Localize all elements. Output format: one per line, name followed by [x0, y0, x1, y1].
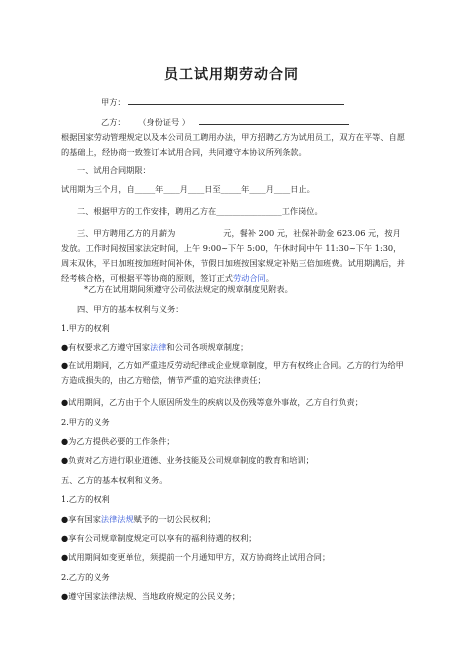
- party-b-line: [101, 116, 349, 128]
- section-5-bullet-2: ●享有公司规章制度规定可以享有的福利待遇的权利；: [61, 533, 257, 543]
- section-4-heading: 四、甲方的基本权利与义务：: [77, 304, 184, 314]
- section-5-heading: 五、乙方的基本权利和义务。: [61, 475, 168, 485]
- section-4-1-heading: 1.甲方的权利: [61, 323, 110, 333]
- section-2-text: 二、根据甲方的工作安排，聘用乙方在________________工作岗位。: [77, 206, 323, 216]
- law-link[interactable]: 法律: [150, 342, 167, 352]
- section-4-2-heading: 2.甲方的义务: [61, 417, 110, 427]
- document-title: 员工试用期劳动合同: [164, 67, 299, 83]
- party-a-blank: [128, 96, 344, 105]
- labor-contract-link[interactable]: 劳动合同: [232, 273, 266, 283]
- section-4-bullet-5: ●负责对乙方进行职业道德、业务技能及公司规章制度的教育和培训；: [61, 455, 314, 465]
- section-3-note: *乙方在试用期间须遵守公司依法规定的规章制度见附表。: [84, 284, 293, 294]
- party-b-blank: [199, 116, 349, 125]
- party-b-id: （身份证号 ）: [138, 117, 190, 127]
- intro-paragraph: [61, 130, 405, 160]
- section-4-bullet-4: ●为乙方提供必要的工作条件；: [61, 436, 175, 446]
- section-3-text-a: 三、甲方聘用乙方的月薪为: [77, 228, 176, 238]
- party-a-line: [101, 96, 344, 108]
- section-4-bullet-2: ●在试用期间，乙方如严重违反劳动纪律或企业规章制度，甲方有权终止合同。乙方的行为给甲方造成损失的，由乙方赔偿，情节严重的追究法律责任；: [61, 360, 404, 385]
- section-3-paragraph: [61, 226, 405, 286]
- party-b-label: 乙方：: [101, 117, 126, 127]
- section-4-bullet-1: ●有权要求乙方遵守国家法律和公司各项规章制度；: [61, 342, 249, 352]
- laws-regulations-link[interactable]: 法律法规: [100, 514, 134, 524]
- section-5-bullet-3: ●试用期间如变更单位，须提前一个月通知甲方，双方协商终止试用合同；: [61, 552, 331, 562]
- section-3-end: 。: [265, 273, 274, 283]
- section-1-heading: 一、试用合同期限：: [77, 165, 151, 175]
- intro-text: 根据国家劳动管理规定以及本公司员工聘用办法，甲方招聘乙方为试用员工，双方在平等、自愿的基础上，经协商一致签订本试用合同，共同遵守本协议所列条款。: [61, 132, 405, 157]
- section-5-bullet-4: ●遵守国家法律法规、当地政府规定的公民义务；: [61, 591, 241, 601]
- section-1-text: 试用期为三个月，自_____年____月____日至_____年____月____日止。: [61, 184, 315, 194]
- party-a-label: 甲方：: [101, 97, 126, 107]
- section-3-text-b: 元，餐补 200 元，社保补助金 623.06 元，按月发放。工作时间按国家法定时间，上午 9:00~下午 5:00，午休时间中午 11:30~下午 1:30，周末双休，平日加班按加班时间补休，节假日加班按国家规定补贴三倍加班费。试用期满后，并经考核合格，可根据平等协商的原则，签订正式: [61, 228, 405, 283]
- section-5-2-heading: 2.乙方的义务: [61, 572, 110, 582]
- section-5-bullet-1: ●享有国家法律法规赋予的一切公民权利；: [61, 514, 216, 524]
- section-4-bullet-3: ●试用期间，乙方由于个人原因所发生的疾病以及伤残等意外事故，乙方自行负责；: [61, 397, 363, 407]
- section-5-1-heading: 1.乙方的权利: [61, 494, 110, 504]
